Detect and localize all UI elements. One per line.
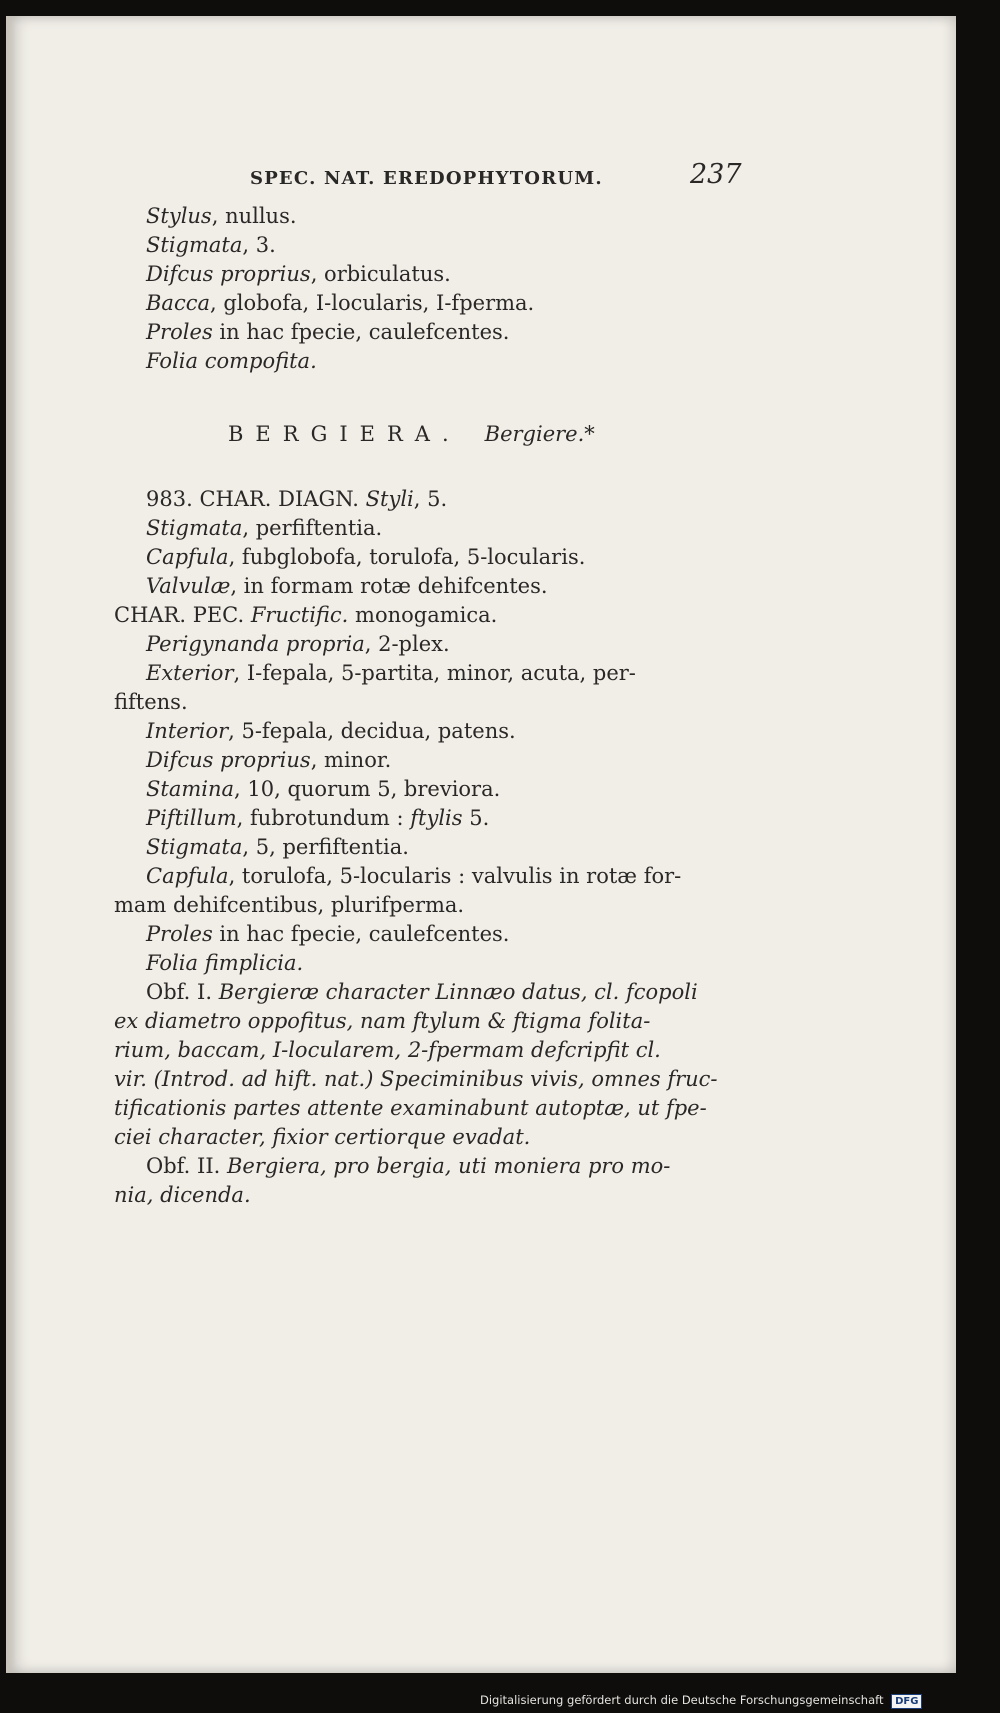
text-line: Stamina, 10, quorum 5, breviora. bbox=[146, 777, 501, 801]
text-line: CHAR. PEC. Fructific. monogamica. bbox=[114, 603, 498, 627]
text-line: fiftens. bbox=[114, 690, 188, 714]
text-line: Capfula, fubglobofa, torulofa, 5-locularis. bbox=[146, 545, 586, 569]
observation-line: tificationis partes attente examinabunt autoptæ, ut fpe- bbox=[114, 1096, 707, 1120]
text-line: Exterior, I-fepala, 5-partita, minor, acuta, per- bbox=[146, 661, 636, 685]
observation-line: Obf. II. Bergiera, pro bergia, uti moniera pro mo- bbox=[146, 1154, 671, 1178]
observation-line: rium, baccam, I-locularem, 2-fpermam defcripfit cl. bbox=[114, 1038, 661, 1062]
text-line: Stigmata, 5, perfiftentia. bbox=[146, 835, 409, 859]
text-line: Folia fimplicia. bbox=[146, 951, 304, 975]
credit-text: Digitalisierung gefördert durch die Deutsche Forschungsgemeinschaft bbox=[480, 1693, 884, 1707]
text-line: Stylus, nullus. bbox=[146, 204, 297, 228]
text-line: Folia compofita. bbox=[146, 349, 317, 373]
dfg-logo: DFG bbox=[891, 1694, 922, 1709]
text-line: Proles in hac fpecie, caulefcentes. bbox=[146, 320, 510, 344]
text-line: Difcus proprius, orbiculatus. bbox=[146, 262, 451, 286]
observation-line: vir. (Introd. ad hift. nat.) Speciminibus vivis, omnes fruc- bbox=[114, 1067, 718, 1091]
text-line: Valvulæ, in formam rotæ dehifcentes. bbox=[146, 574, 548, 598]
digitization-credit bbox=[480, 1693, 1000, 1713]
observation-line: ex diametro oppofitus, nam ftylum & ftigma folita- bbox=[114, 1009, 651, 1033]
text-line: mam dehifcentibus, plurifperma. bbox=[114, 893, 465, 917]
text-line: Piftillum, fubrotundum : ftylis 5. bbox=[146, 806, 490, 830]
observation-line: ciei character, fixior certiorque evadat. bbox=[114, 1125, 531, 1149]
page-number: 237 bbox=[690, 159, 742, 190]
text-line: 983. CHAR. DIAGN. Styli, 5. bbox=[146, 487, 448, 511]
observation-line: Obf. I. Bergieræ character Linnæo datus, cl. fcopoli bbox=[146, 980, 698, 1004]
running-title: SPEC. NAT. EREDOPHYTORUM. bbox=[250, 168, 603, 189]
text-line: Stigmata, 3. bbox=[146, 233, 276, 257]
text-line: Bacca, globofa, I-locularis, I-fperma. bbox=[146, 291, 535, 315]
text-line: Proles in hac fpecie, caulefcentes. bbox=[146, 922, 510, 946]
text-line: Difcus proprius, minor. bbox=[146, 748, 392, 772]
text-line: Perigynanda propria, 2-plex. bbox=[146, 632, 450, 656]
genus-heading: BERGIERA. Bergiere.* bbox=[228, 422, 595, 446]
text-line: Stigmata, perfiftentia. bbox=[146, 516, 383, 540]
text-line: Interior, 5-fepala, decidua, patens. bbox=[146, 719, 516, 743]
observation-line: nia, dicenda. bbox=[114, 1183, 251, 1207]
text-line: Capfula, torulofa, 5-locularis : valvulis in rotæ for- bbox=[146, 864, 682, 888]
